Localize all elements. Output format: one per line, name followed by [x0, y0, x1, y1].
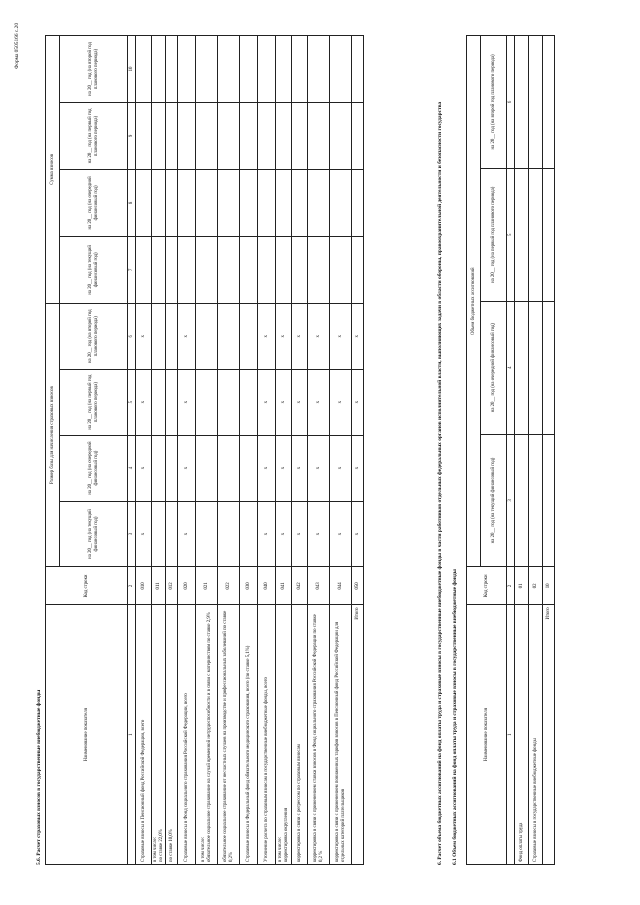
header-period: на 20__ год (на очередной финансовый год): [60, 169, 128, 236]
total-label: Итого: [543, 605, 555, 865]
col-number: 6: [128, 303, 136, 369]
sum-cell: [352, 236, 364, 303]
header-period: на 20__ год (на первый год планового периода): [60, 103, 128, 170]
table-row: [352, 36, 364, 865]
sum-cell: [276, 103, 292, 170]
sum-cell: [196, 169, 218, 236]
row-code: 040: [258, 567, 276, 605]
col-number: 1: [507, 605, 515, 865]
row-name: Уточнение расчета по страховым взносам в государственные внебюджетные фонды, всего: [258, 605, 276, 865]
base-cell: x: [178, 501, 196, 567]
sum-cell: [258, 103, 276, 170]
col-number: 5: [128, 369, 136, 435]
header-period: на 20__ год (на очередной финансовый год): [60, 435, 128, 501]
base-cell: [166, 501, 178, 567]
table-row: [240, 36, 258, 865]
sum-cell: [240, 103, 258, 170]
sum-cell: [178, 236, 196, 303]
base-cell: [152, 501, 166, 567]
base-cell: [218, 369, 240, 435]
sum-cell: [308, 169, 330, 236]
allocation-cell: [543, 168, 555, 301]
row-code: 01: [515, 567, 529, 605]
sum-cell: [276, 169, 292, 236]
header-name: Наименование показателя: [467, 605, 507, 865]
base-cell: x: [308, 369, 330, 435]
col-number: 3: [128, 501, 136, 567]
base-cell: x: [136, 369, 152, 435]
base-cell: x: [258, 501, 276, 567]
sum-cell: [218, 36, 240, 103]
base-cell: x: [292, 303, 308, 369]
sum-cell: [152, 36, 166, 103]
sum-cell: [352, 169, 364, 236]
base-cell: [240, 501, 258, 567]
table-row: [276, 36, 292, 865]
row-code: 022: [218, 567, 240, 605]
base-cell: x: [330, 369, 352, 435]
col-number: 1: [128, 605, 136, 865]
sum-cell: [276, 36, 292, 103]
sum-cell: [308, 103, 330, 170]
sum-cell: [240, 169, 258, 236]
sum-cell: [166, 36, 178, 103]
table-row: [218, 36, 240, 865]
sum-cell: [330, 169, 352, 236]
header-period: на 20__ год (на первый год планового периода): [481, 168, 507, 301]
sum-cell: [178, 169, 196, 236]
sum-cell: [276, 236, 292, 303]
base-cell: [218, 303, 240, 369]
row-code: 021: [196, 567, 218, 605]
col-number: 3: [507, 434, 515, 567]
base-cell: x: [136, 435, 152, 501]
sum-cell: [178, 36, 196, 103]
total-row: [543, 36, 555, 865]
base-cell: [166, 435, 178, 501]
sum-cell: [152, 169, 166, 236]
base-cell: [152, 435, 166, 501]
allocation-cell: [529, 168, 543, 301]
base-cell: [196, 435, 218, 501]
table-row: [258, 36, 276, 865]
header-period: на 20__ год (на текущий финансовый год): [60, 236, 128, 303]
allocation-cell: [543, 301, 555, 434]
sum-cell: [136, 103, 152, 170]
sum-cell: [352, 36, 364, 103]
contributions-table: [45, 35, 364, 865]
base-cell: x: [308, 303, 330, 369]
sum-cell: [292, 103, 308, 170]
base-cell: x: [352, 369, 364, 435]
base-cell: [218, 435, 240, 501]
sum-cell: [218, 236, 240, 303]
sum-cell: [218, 103, 240, 170]
header-period: на 20__ год (на второй год планового периода): [60, 36, 128, 103]
sum-cell: [136, 169, 152, 236]
header-period: на 20__ год (на второй год планового периода): [481, 36, 507, 169]
sum-cell: [240, 36, 258, 103]
col-number: 7: [128, 236, 136, 303]
table-row: [178, 36, 196, 865]
sum-cell: [240, 236, 258, 303]
table-row: [166, 36, 178, 865]
row-name: в том числе: обязательное социальное страхование на случай временной нетрудоспособности и в связи с материнством по ставке 2,9%: [196, 605, 218, 865]
col-number: 4: [507, 301, 515, 434]
allocation-cell: [515, 301, 529, 434]
allocation-cell: [543, 36, 555, 169]
allocation-cell: [543, 434, 555, 567]
base-cell: x: [352, 501, 364, 567]
base-cell: [196, 303, 218, 369]
header-code: Код строки: [467, 567, 507, 605]
header-allocations-group: Объем бюджетных ассигнований: [467, 36, 481, 567]
header-period: на 20__ год (на второй год планового периода): [60, 303, 128, 369]
allocation-cell: [529, 434, 543, 567]
base-cell: x: [352, 435, 364, 501]
base-cell: x: [330, 501, 352, 567]
row-name: корректировка в связи с применением пониженных тарифов взносов в Пенсионный фонд Российской Федерации для отдельных категорий плательщиков: [330, 605, 352, 865]
col-number: 10: [128, 36, 136, 103]
total-label: Итого: [352, 605, 364, 865]
header-sum-group: Сумма взносов: [46, 36, 60, 304]
row-code: 043: [308, 567, 330, 605]
sum-cell: [152, 236, 166, 303]
table-row: [308, 36, 330, 865]
sum-cell: [258, 169, 276, 236]
sum-cell: [292, 236, 308, 303]
header-period: на 20__ год (на очередной финансовый год): [481, 301, 507, 434]
base-cell: x: [330, 303, 352, 369]
base-cell: x: [178, 303, 196, 369]
section-6-title: 6. Расчет объема бюджетных ассигнований на фонд оплаты труда и страховые взносы в государственные внебюджетные фонды в части работников отдельных федеральных органов исполнительной власти, выполняющих задачи в области обороны, правоохранительной деятельности и безопасности государства: [437, 101, 443, 865]
base-cell: x: [178, 435, 196, 501]
col-number: 2: [128, 567, 136, 605]
row-name: обязательное социальное страхование от несчастных случаев на производстве и профессиональных заболеваний по ставке 0,2%: [218, 605, 240, 865]
sum-cell: [136, 236, 152, 303]
row-name: Страховые взносы в государственные внебюджетные фонды: [529, 605, 543, 865]
base-cell: [240, 435, 258, 501]
sum-cell: [178, 103, 196, 170]
base-cell: [152, 303, 166, 369]
sum-cell: [166, 236, 178, 303]
sum-cell: [218, 169, 240, 236]
row-name: Страховые взносы в Пенсионный фонд Российской Федерации, всего: [136, 605, 152, 865]
base-cell: x: [330, 435, 352, 501]
row-code: 042: [292, 567, 308, 605]
form-code: Форма 0505166 с.20: [14, 22, 20, 69]
base-cell: x: [352, 303, 364, 369]
base-cell: x: [308, 501, 330, 567]
row-name: Фонд оплаты труда: [515, 605, 529, 865]
base-cell: x: [178, 369, 196, 435]
base-cell: x: [292, 435, 308, 501]
table-row: [152, 36, 166, 865]
col-number: 6: [507, 36, 515, 169]
base-cell: x: [276, 435, 292, 501]
table-row: [515, 36, 529, 865]
sum-cell: [330, 236, 352, 303]
sum-cell: [196, 36, 218, 103]
header-base-group: Размер базы для начисления страховых взносов: [46, 303, 60, 567]
row-name: в том числе: по ставке 22,0%: [152, 605, 166, 865]
sum-cell: [292, 169, 308, 236]
base-cell: x: [258, 303, 276, 369]
base-cell: x: [276, 501, 292, 567]
base-cell: [218, 501, 240, 567]
base-cell: x: [258, 369, 276, 435]
header-name: Наименование показателя: [46, 605, 128, 865]
sum-cell: [330, 36, 352, 103]
base-cell: [166, 369, 178, 435]
allocations-table: [466, 35, 555, 865]
sum-cell: [136, 36, 152, 103]
base-cell: [196, 369, 218, 435]
sum-cell: [308, 36, 330, 103]
allocation-cell: [529, 301, 543, 434]
allocation-cell: [529, 36, 543, 169]
row-name: в том числе: корректировка округления: [276, 605, 292, 865]
col-number: 8: [128, 169, 136, 236]
allocation-cell: [515, 168, 529, 301]
sum-cell: [258, 236, 276, 303]
base-cell: x: [292, 501, 308, 567]
row-code: 050: [352, 567, 364, 605]
sum-cell: [292, 36, 308, 103]
sum-cell: [330, 103, 352, 170]
header-period: на 20__ год (на текущий финансовый год): [481, 434, 507, 567]
total-code: 10: [543, 567, 555, 605]
row-code: 044: [330, 567, 352, 605]
base-cell: x: [292, 369, 308, 435]
sum-cell: [152, 103, 166, 170]
section-6-subtitle: 6.1 Объем бюджетных ассигнований на фонд оплаты труда и страховые взносы в государственные внебюджетные фонды: [452, 569, 458, 865]
base-cell: x: [276, 369, 292, 435]
col-number: 9: [128, 103, 136, 170]
base-cell: x: [136, 501, 152, 567]
base-cell: [166, 303, 178, 369]
sum-cell: [166, 103, 178, 170]
header-period: на 20__ год (на текущий финансовый год): [60, 501, 128, 567]
table-row: [529, 36, 543, 865]
table-row: [292, 36, 308, 865]
col-number: 2: [507, 567, 515, 605]
allocation-cell: [515, 36, 529, 169]
row-name: Страховые взносы в Федеральный фонд обязательного медицинского страхования, всего (по ставке 5,1%): [240, 605, 258, 865]
table-row: [196, 36, 218, 865]
row-code: 011: [152, 567, 166, 605]
col-number: 4: [128, 435, 136, 501]
header-code: Код строки: [46, 567, 128, 605]
base-cell: x: [276, 303, 292, 369]
base-cell: [152, 369, 166, 435]
row-name: корректировка в связи с регрессом по страховым взносам: [292, 605, 308, 865]
sum-cell: [308, 236, 330, 303]
base-cell: x: [136, 303, 152, 369]
row-code: 020: [178, 567, 196, 605]
row-code: 010: [136, 567, 152, 605]
header-period: на 20__ год (на первый год планового периода): [60, 369, 128, 435]
row-code: 030: [240, 567, 258, 605]
base-cell: [196, 501, 218, 567]
base-cell: [240, 369, 258, 435]
table-row: [136, 36, 152, 865]
base-cell: x: [308, 435, 330, 501]
base-cell: [240, 303, 258, 369]
sum-cell: [196, 103, 218, 170]
section-5-6-title: 5.6. Расчет страховых взносов в государственные внебюджетные фонды: [36, 689, 42, 865]
row-name: Страховые взносы в Фонд социального страхования Российской Федерации, всего: [178, 605, 196, 865]
sum-cell: [352, 103, 364, 170]
sum-cell: [166, 169, 178, 236]
row-code: 012: [166, 567, 178, 605]
row-name: корректировка в связи с применением ставки взносов в Фонд социального страхования Российской Федерации по ставке 0,2 %: [308, 605, 330, 865]
row-code: 02: [529, 567, 543, 605]
row-code: 041: [276, 567, 292, 605]
table-row: [330, 36, 352, 865]
base-cell: x: [258, 435, 276, 501]
sum-cell: [258, 36, 276, 103]
allocation-cell: [515, 434, 529, 567]
sum-cell: [196, 236, 218, 303]
row-name: по ставке 10,0%: [166, 605, 178, 865]
col-number: 5: [507, 168, 515, 301]
